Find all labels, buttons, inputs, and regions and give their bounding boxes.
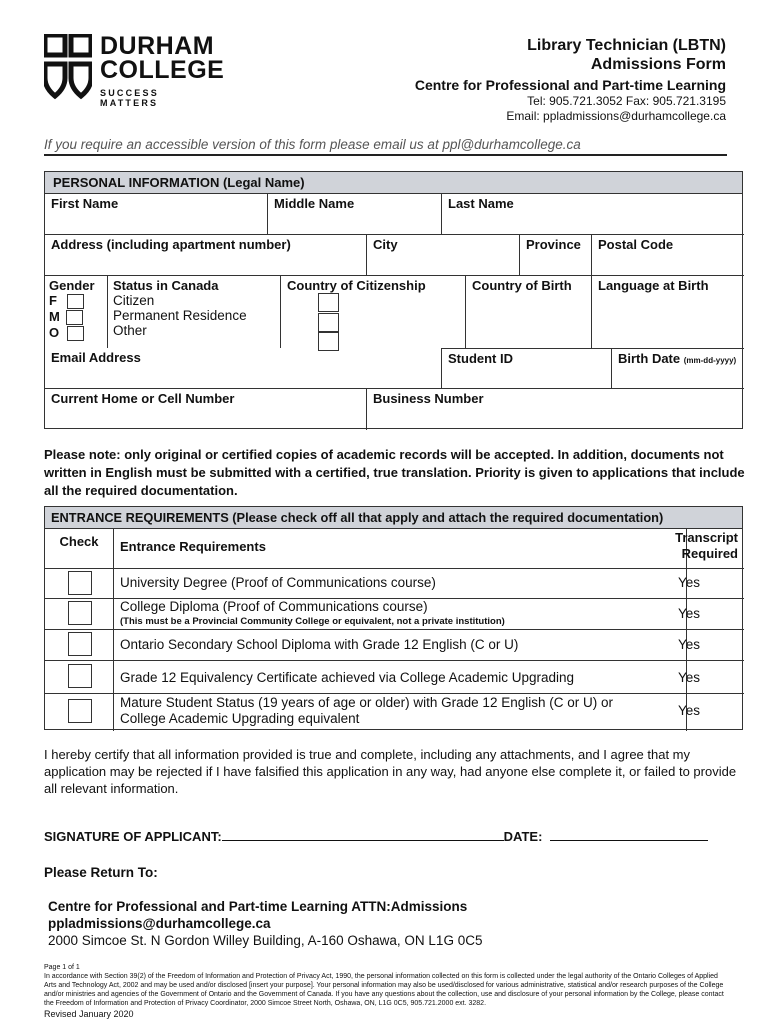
form-header: [415, 37, 726, 124]
col-requirement-header: Entrance Requirements: [114, 529, 687, 569]
requirement-5-transcript: Yes: [677, 703, 700, 718]
requirement-1-transcript: Yes: [645, 569, 744, 599]
accessible-version-note: If you require an accessible version of this form please email us at ppl@durhamcollege.ca: [44, 137, 727, 156]
privacy-notice: In accordance with Section 39(2) of the Freedom of Information and Protection of Privacy Act, 1990, the personal information collected on this form is collected under the legal authority of the Ontario Colleges of Applied Arts and Technology Act, 2002 and may be used and/or disclosed [insert your purpose]. Your personal information may also be used/disclosed for various administrative, statistical and/or research purposes of the College and/or ministries and agencies of the Government of Ontario and the Government of Canada. If you have any questions about the collection, use and disclosure of your personal information by the College, please contact the Freedom of Information and Protection of Privacy Coordinator, 2000 Simcoe Street North, Oshawa, ON, L1G 0C5, 905.721.2000 ext. 3282.: [44, 973, 724, 1007]
requirement-4-transcript: Yes: [645, 661, 744, 694]
college-logo: [44, 32, 225, 108]
row-check-4: [45, 661, 114, 694]
birth-date-field[interactable]: Birth Date (mm-dd-yyyy): [612, 348, 744, 389]
requirement-1-text: University Degree (Proof of Communications course): [114, 569, 687, 599]
birth-country-field[interactable]: Country of Birth: [466, 276, 592, 348]
gender-group: Gender F M O: [49, 278, 95, 341]
requirement-1-checkbox[interactable]: [68, 571, 92, 595]
row-check-3: [45, 630, 114, 661]
signature-line[interactable]: [222, 829, 504, 841]
last-name-field[interactable]: Last Name: [442, 194, 744, 235]
form-subtitle: Admissions Form: [590, 56, 726, 73]
return-address: [48, 898, 482, 949]
address-field[interactable]: Address (including apartment number): [45, 235, 367, 276]
row-check-1: [45, 569, 114, 599]
row-check-5: [45, 694, 114, 731]
requirement-3-checkbox[interactable]: [68, 632, 92, 656]
requirement-4-checkbox[interactable]: [68, 664, 92, 688]
centre-name: Centre for Professional and Part-time Learning: [414, 77, 726, 93]
date-label: DATE:: [503, 829, 543, 844]
middle-name-field[interactable]: Middle Name: [268, 194, 442, 235]
requirement-2-transcript: Yes: [645, 599, 744, 630]
postal-code-field[interactable]: Postal Code: [592, 235, 744, 276]
revision-date: Revised January 2020: [44, 1009, 134, 1019]
personal-info-heading: PERSONAL INFORMATION (Legal Name): [45, 172, 742, 194]
gender-m-checkbox[interactable]: [66, 310, 83, 325]
signature-label: SIGNATURE OF APPLICANT:: [44, 829, 222, 844]
row-check-2: [45, 599, 114, 630]
language-field[interactable]: Language at Birth: [598, 278, 709, 293]
gender-o-checkbox[interactable]: [67, 326, 84, 341]
city-field[interactable]: City: [367, 235, 520, 276]
col-transcript-header: Transcript Required: [645, 529, 744, 569]
page-number: Page 1 of 1: [44, 964, 80, 971]
gender-f-checkbox[interactable]: [67, 294, 84, 309]
requirement-3-transcript: Yes: [645, 630, 744, 661]
footer: [44, 963, 730, 1019]
return-label: Please Return To:: [44, 865, 158, 880]
status-group: Status in Canada Citizen Permanent Residence Other: [107, 276, 281, 348]
date-line[interactable]: [550, 829, 708, 841]
return-address-line1: Centre for Professional and Part-time Learning ATTN:Admissions: [48, 899, 468, 914]
requirement-5-checkbox[interactable]: [68, 699, 92, 723]
return-address-email: ppladmissions@durhamcollege.ca: [48, 916, 271, 931]
entrance-heading: ENTRANCE REQUIREMENTS (Please check off all that apply and attach the required documentation): [45, 507, 742, 529]
requirement-2-checkbox[interactable]: [68, 601, 92, 625]
certification-statement: I hereby certify that all information provided is true and complete, including any attachments, and I agree that my application may be rejected if I have falsified this application in any way, had anyone else complete it, or failed to provide all relevant information.: [44, 747, 737, 796]
form-title: Library Technician (LBTN): [527, 37, 726, 54]
first-name-field[interactable]: First Name: [45, 194, 268, 235]
documentation-note: Please note: only original or certified copies of academic records will be accepted. In addition, documents not written in English must be submitted with a certified, true translation. Priority is given to applications that include all the required documentation.: [44, 447, 745, 498]
logo-tagline: SUCCESS MATTERS: [100, 88, 159, 108]
shield-logo-icon: [44, 34, 92, 100]
col-check-header: Check: [45, 529, 114, 569]
contact-phone: Tel: 905.721.3052 Fax: 905.721.3195: [527, 94, 726, 108]
return-address-street: 2000 Simcoe St. N Gordon Willey Building, A-160 Oshawa, ON L1G 0C5: [48, 933, 483, 948]
requirement-2-text: College Diploma (Proof of Communications course) (This must be a Provincial Community College or equivalent, not a private institution): [114, 599, 687, 630]
email-field[interactable]: Email Address: [45, 348, 442, 389]
entrance-requirements-table: [44, 506, 743, 730]
requirement-3-text: Ontario Secondary School Diploma with Grade 12 English (C or U): [114, 630, 687, 661]
student-id-field[interactable]: Student ID: [442, 348, 612, 389]
home-phone-field[interactable]: Current Home or Cell Number: [45, 389, 367, 430]
contact-email: Email: ppladmissions@durhamcollege.ca: [506, 109, 726, 123]
logo-wordmark: DURHAM COLLEGE: [100, 32, 225, 84]
personal-info-table: [44, 171, 743, 429]
requirement-4-text: Grade 12 Equivalency Certificate achieved via College Academic Upgrading: [114, 661, 687, 694]
signature-row: [44, 829, 734, 844]
requirement-5-text: Mature Student Status (19 years of age or older) with Grade 12 English (C or U) or College Academic Upgrading equivalent: [114, 694, 687, 731]
business-phone-field[interactable]: Business Number: [373, 391, 484, 406]
citizenship-field[interactable]: Country of Citizenship: [281, 276, 466, 348]
province-field[interactable]: Province: [520, 235, 592, 276]
